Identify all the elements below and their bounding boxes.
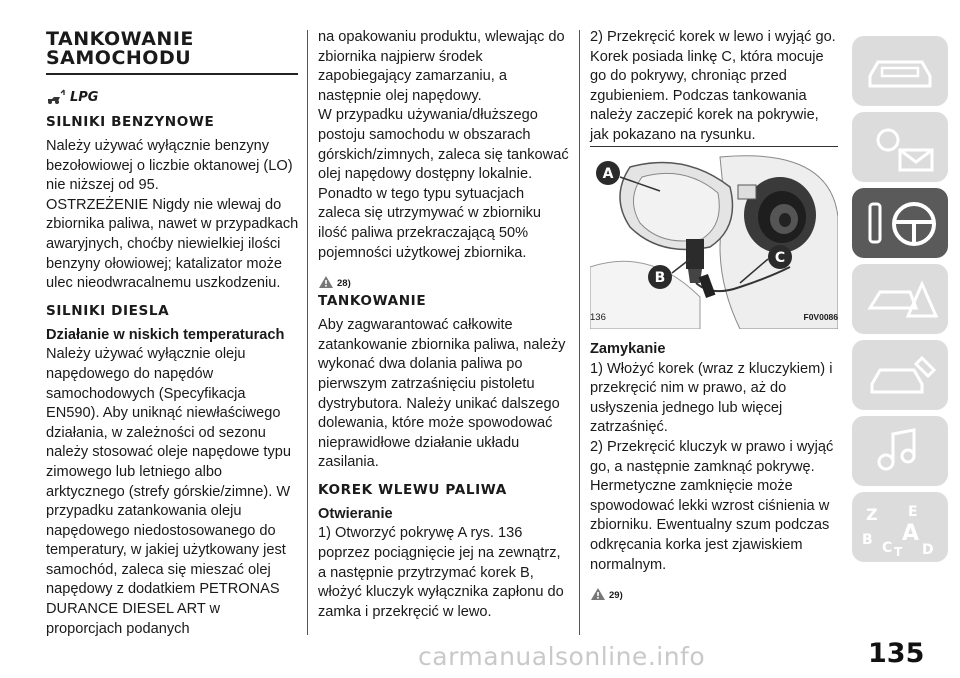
fuel-type-marker	[46, 85, 300, 105]
petrol-heading: SILNIKI BENZYNOWE	[46, 114, 215, 130]
petrol-text: Należy używać wyłącznie benzyny bezołowiowej o liczbie oktanowej (LO) nie niższej od 95.	[46, 138, 293, 194]
column-2	[318, 28, 570, 622]
index-letter: B	[862, 532, 873, 548]
callout-c: C	[774, 250, 786, 266]
figure-number: 136	[590, 312, 606, 323]
watermark: carmanualsonline.info	[418, 642, 706, 671]
refuel-heading: TANKOWANIE	[318, 293, 427, 310]
antifreeze-text: na opakowaniu produktu, wlewając do zbiornika najpierw środek zapobiegający zamarzaniu, a następnie olej napędowy.	[318, 29, 565, 104]
note-ref: 28)	[337, 278, 351, 290]
dashboard-car-icon[interactable]	[852, 36, 948, 106]
opening-text: 1) Otworzyć pokrywę A rys. 136 poprzez pociągnięcie jej na zewnątrz, a następnie przytrzymać korek B, włożyć kluczyk wyłącznika zapłonu do zamka i przekręcić w lewo.	[318, 525, 564, 620]
note-28	[318, 267, 570, 289]
breakdown-triangle-icon[interactable]	[852, 264, 948, 334]
refuel-text: Aby zagwarantować całkowite zatankowanie zbiornika paliwa, należy wykonać dwa dolania paliwa po pierwszym zatrzaśnięciu pistoletu dystrybutora. Należy unikać dalszego dolewania, które może spowodować nieprawidłowe działanie układu zasilania.	[318, 317, 566, 471]
figure-code: F0V0086	[803, 312, 838, 322]
multimedia-music-icon[interactable]	[852, 416, 948, 486]
page-number: 135	[868, 638, 925, 669]
page-title	[46, 30, 300, 68]
tank-level-text: Ponadto w tego typu sytuacjach zaleca się utrzymywać w zbiorniku ilość paliwa przekraczającą 50% pojemności użytkowej zbiornika.	[318, 185, 542, 261]
warning-lights-icon[interactable]	[852, 112, 948, 182]
page-title-line-2: SAMOCHODU	[46, 47, 192, 69]
index-letter: T	[894, 545, 903, 559]
column-divider	[579, 30, 580, 635]
key-steering-wheel-icon[interactable]	[852, 188, 948, 258]
remove-cap-text: 2) Przekręcić korek w lewo i wyjąć go. Korek posiada linkę C, która mocuje go do pokrywy, chroniąc przed zgubieniem. Podczas tankowania należy zaczepić korek na pokrywie, jak pokazano na rysunku.	[590, 29, 836, 143]
callout-b: B	[654, 270, 666, 286]
warning-note-icon	[590, 587, 606, 601]
index-letter: Z	[866, 505, 878, 524]
fuel-pump-icon	[46, 87, 68, 105]
fuel-cap-illustration	[590, 147, 838, 329]
index-letter: D	[922, 542, 934, 558]
opening-subheading: Otwieranie	[318, 505, 393, 522]
column-3	[590, 28, 840, 146]
diesel-text: Należy używać wyłącznie oleju napędowego do napędów samochodowych (Specyfikacja EN590). Aby uniknąć niewłaściwego działania, w zależności od sezonu należy stosować oleje napędowe typu zimowego lub letniego albo arktycznego (strefy górskie/zimne). W przypadku zatankowania oleju napędowego niedostosowanego do temperatury, w jakiej użytkowany jest samochód, zaleca się mieszać olej napędowy z dodatkiem PETRONAS DURANCE DIESEL ART w proporcjach podanych	[46, 346, 292, 637]
figure-136	[590, 146, 838, 329]
column-1	[46, 28, 300, 639]
petrol-warning: OSTRZEŻENIE Nigdy nie wlewaj do zbiornika paliwa, nawet w przypadkach awaryjnych, choćby niewielkiej ilości benzyny ołowiowej; katalizator może ulec nieodwracalnemu uszkodzeniu.	[46, 196, 299, 292]
note-29	[590, 579, 840, 601]
index-letter: A	[902, 521, 920, 546]
callout-a: A	[602, 166, 614, 182]
alphabetical-index-icon[interactable]	[852, 492, 948, 562]
figure-caption	[590, 312, 838, 326]
fuel-cap-heading: KOREK WLEWU PALIWA	[318, 481, 507, 498]
title-rule	[46, 73, 298, 75]
index-letter: C	[882, 540, 893, 556]
closing-subheading: Zamykanie	[590, 341, 666, 357]
closing-text-1: 1) Włożyć korek (wraz z kluczykiem) i przekręcić nim w prawo, aż do usłyszenia jednego lub więcej zatrzaśnięć.	[590, 360, 833, 436]
column-divider	[307, 30, 308, 635]
mountain-text: W przypadku używania/dłuższego postoju samochodu w obszarach górskich/zimnych, zaleca się tankować olej napędowy dostępny lokalnie.	[318, 107, 569, 183]
index-letter: E	[908, 504, 918, 520]
warning-note-icon	[318, 275, 334, 289]
diesel-heading: SILNIKI DIESLA	[46, 302, 170, 319]
closing-text-2: 2) Przekręcić kluczyk w prawo i wyjąć go, a następnie zamknąć pokrywę. Hermetyczne zamknięcie może spowodować lekki wzrost ciśnienia w zbiorniku. Ewentualny szum podczas odkręcania korka jest zjawiskiem normalnym.	[590, 438, 834, 573]
column-3-bottom	[590, 340, 840, 604]
page-title-line-1: TANKOWANIE	[46, 28, 194, 50]
note-ref: 29)	[609, 590, 623, 602]
fuel-type-label: LPG	[70, 90, 99, 105]
service-wrench-icon[interactable]	[852, 340, 948, 410]
diesel-subheading: Działanie w niskich temperaturach	[46, 326, 285, 343]
